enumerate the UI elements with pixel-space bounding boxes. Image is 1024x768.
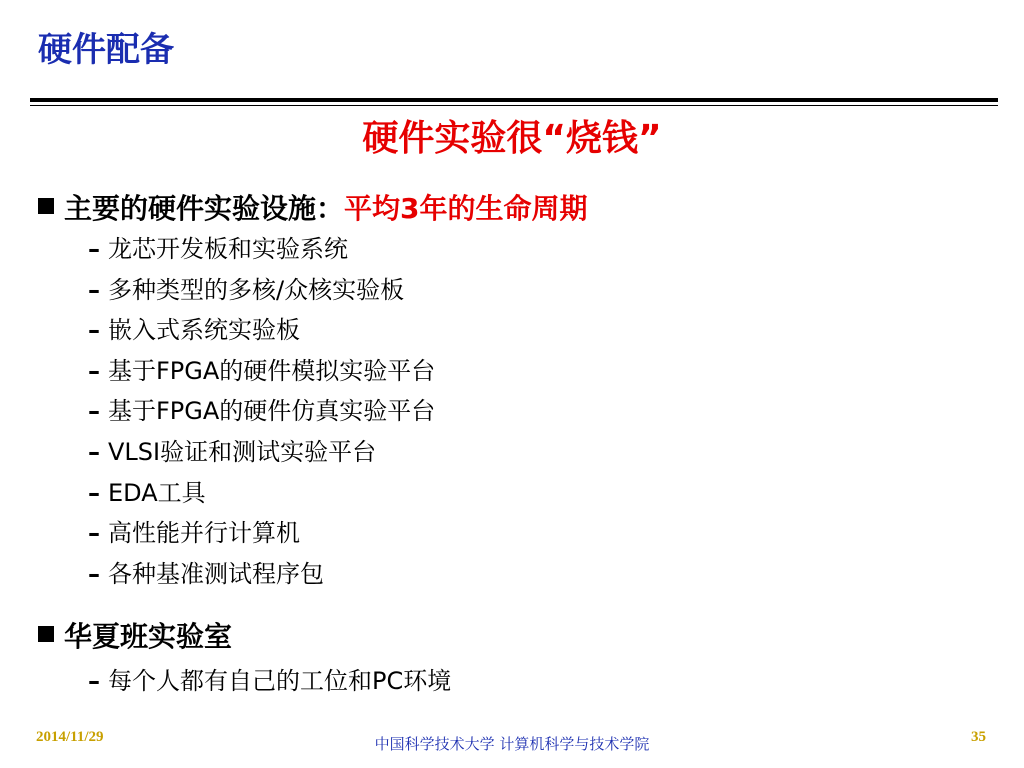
square-bullet-icon bbox=[38, 198, 54, 214]
facilities-list bbox=[88, 229, 435, 594]
section-heading-accent: 平均3年的生命周期 bbox=[344, 192, 588, 225]
list-item: – 多种类型的多核/众核实验板 bbox=[88, 275, 405, 304]
section-heading-label: 华夏班实验室 bbox=[64, 620, 233, 653]
header-divider-thick bbox=[30, 98, 998, 102]
list-item: – VLSI验证和测试实验平台 bbox=[88, 437, 377, 466]
square-bullet-icon bbox=[38, 626, 54, 642]
page-number: 35 bbox=[971, 729, 986, 745]
dash-bullet-icon: – bbox=[88, 667, 100, 695]
dash-bullet-icon: – bbox=[88, 397, 100, 426]
list-item: – 基于FPGA的硬件模拟实验平台 bbox=[88, 356, 436, 385]
list-item: – 各种基准测试程序包 bbox=[88, 559, 324, 588]
lab-list bbox=[88, 661, 451, 702]
dash-bullet-icon: – bbox=[88, 275, 100, 304]
dash-bullet-icon: – bbox=[88, 519, 100, 548]
list-item: – 嵌入式系统实验板 bbox=[88, 316, 300, 345]
dash-bullet-icon: – bbox=[88, 316, 100, 345]
dash-bullet-icon: – bbox=[88, 478, 100, 507]
section-heading-label: 主要的硬件实验设施： bbox=[64, 192, 345, 225]
dash-bullet-icon: – bbox=[88, 559, 100, 588]
slide-subtitle: 硬件实验很“烧钱” bbox=[362, 118, 662, 159]
dash-bullet-icon: – bbox=[88, 437, 100, 466]
dash-bullet-icon: – bbox=[88, 356, 100, 385]
list-item: – 龙芯开发板和实验系统 bbox=[88, 235, 348, 263]
dash-bullet-icon: – bbox=[88, 235, 100, 263]
list-item: – 高性能并行计算机 bbox=[88, 519, 300, 548]
slide-title: 硬件配备 bbox=[38, 30, 174, 70]
footer-institution: 中国科学技术大学 计算机科学与技术学院 bbox=[374, 735, 650, 753]
header-divider-thin bbox=[30, 105, 998, 106]
footer-date: 2014/11/29 bbox=[36, 729, 104, 745]
section-heading-lab bbox=[38, 620, 232, 654]
list-item: – EDA工具 bbox=[88, 478, 206, 507]
section-heading-facilities bbox=[38, 192, 588, 226]
list-item: – 基于FPGA的硬件仿真实验平台 bbox=[88, 397, 436, 426]
list-item: – 每个人都有自己的工位和PC环境 bbox=[88, 667, 452, 695]
